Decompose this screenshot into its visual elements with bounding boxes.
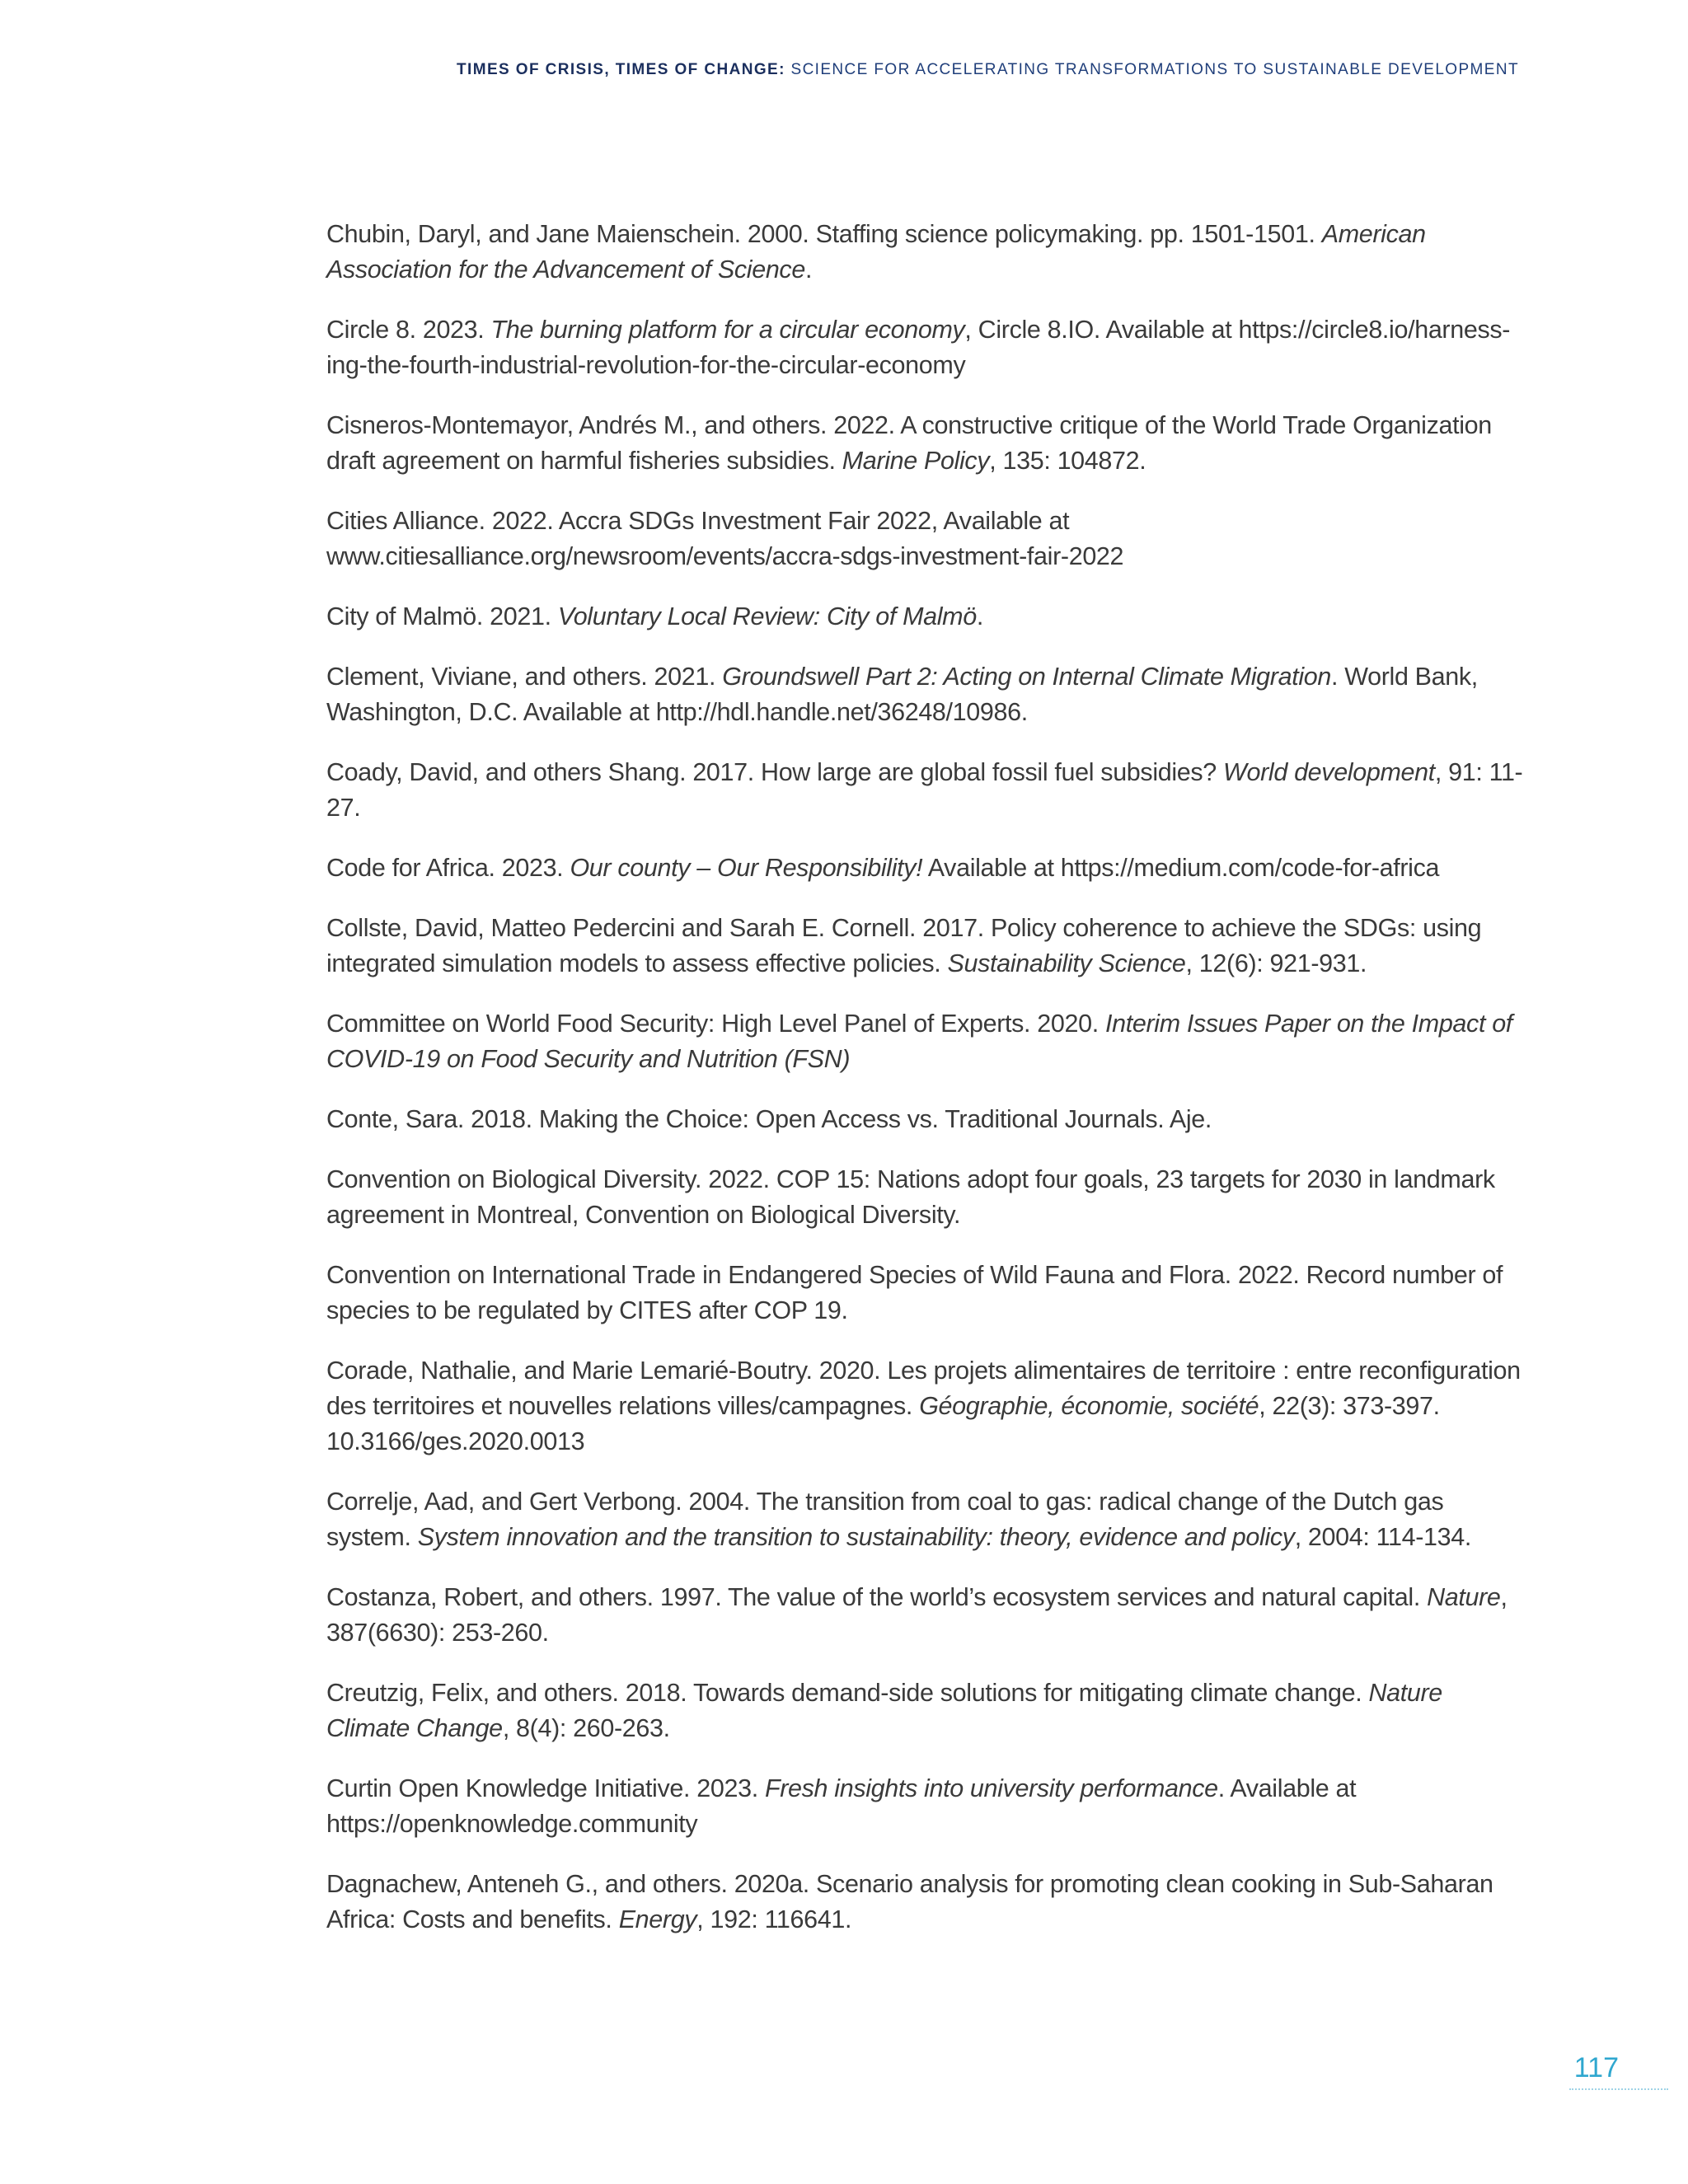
reference-details: , 192: 116641. — [696, 1905, 852, 1933]
reference-details: . Available at https://openknowledge.community — [326, 1774, 1357, 1838]
reference-title: Sustainability Science — [947, 949, 1186, 977]
reference-text: Cisneros-Montemayor, Andrés M., and others. 2022. A constructive critique of the World Trade Organization draft agreement on harmful fisheries subsidies. — [326, 411, 1492, 475]
reference-item — [326, 312, 1530, 383]
reference-title: Marine Policy — [842, 447, 990, 475]
reference-title: Energy — [618, 1905, 697, 1933]
reference-item — [326, 1771, 1530, 1842]
reference-title: Voluntary Local Review: City of Malmö — [557, 602, 977, 630]
reference-details: . — [804, 255, 813, 284]
reference-item — [326, 408, 1530, 479]
reference-item — [326, 1258, 1530, 1329]
reference-item — [326, 599, 1530, 635]
reference-title: Nature Climate Change — [326, 1679, 1442, 1742]
reference-text: Convention on International Trade in Endangered Species of Wild Fauna and Flora. 2022. Record number of species to be regulated by CITES after COP 19. — [326, 1261, 1503, 1324]
reference-list — [326, 217, 1530, 1962]
reference-text: Costanza, Robert, and others. 1997. The value of the world’s ecosystem services and natural capital. — [326, 1583, 1428, 1611]
reference-item — [326, 1580, 1530, 1651]
reference-details: , 8(4): 260-263. — [502, 1714, 670, 1742]
reference-title: Géographie, économie, société — [919, 1392, 1259, 1420]
reference-title: World development — [1223, 758, 1435, 786]
reference-item — [326, 1675, 1530, 1746]
reference-text: Chubin, Daryl, and Jane Maienschein. 2000. Staffing science policymaking. pp. 1501-1501. — [326, 220, 1322, 248]
reference-details: , Circle 8.IO. Available at https://circle8.io/harness-ing-the-fourth-industrial-revolution-for-the-circular-economy — [326, 316, 1511, 379]
reference-text: Dagnachew, Anteneh G., and others. 2020a. Scenario analysis for promoting clean cooking in Sub-Saharan Africa: Costs and benefits. — [326, 1870, 1493, 1933]
reference-item — [326, 1006, 1530, 1077]
reference-item — [326, 1162, 1530, 1233]
page-number: 117 — [1573, 2052, 1619, 2083]
reference-title: Our county – Our Responsibility! — [570, 854, 923, 882]
header-title-bold: TIMES OF CRISIS, TIMES OF CHANGE: — [457, 61, 785, 78]
reference-item — [326, 851, 1530, 886]
reference-text: Committee on World Food Security: High Level Panel of Experts. 2020. — [326, 1010, 1105, 1038]
reference-text: Creutzig, Felix, and others. 2018. Towards demand-side solutions for mitigating climate change. — [326, 1679, 1369, 1707]
reference-title: System innovation and the transition to sustainability: theory, evidence and policy — [417, 1523, 1295, 1551]
reference-item — [326, 1484, 1530, 1555]
reference-text: Cities Alliance. 2022. Accra SDGs Investment Fair 2022, Available at www.citiesalliance.org/newsroom/events/accra-sdgs-investment-fair-2022 — [326, 507, 1124, 570]
reference-item — [326, 1353, 1530, 1460]
header-title-rest: SCIENCE FOR ACCELERATING TRANSFORMATIONS TO SUSTAINABLE DEVELOPMENT — [785, 61, 1519, 78]
reference-text: City of Malmö. 2021. — [326, 602, 558, 630]
reference-title: Interim Issues Paper on the Impact of COVID-19 on Food Security and Nutrition (FSN) — [326, 1010, 1512, 1073]
reference-details: , 91: 11-27. — [326, 758, 1523, 822]
reference-text: Coady, David, and others Shang. 2017. How large are global fossil fuel subsidies? — [326, 758, 1224, 786]
reference-item — [326, 1867, 1530, 1938]
reference-title: Groundswell Part 2: Acting on Internal Climate Migration — [722, 663, 1331, 691]
page-number-rule — [1569, 2088, 1668, 2090]
reference-text: Convention on Biological Diversity. 2022. COP 15: Nations adopt four goals, 23 targets for 2030 in landmark agreement in Montreal, Convention on Biological Diversity. — [326, 1165, 1495, 1229]
reference-text: Correlje, Aad, and Gert Verbong. 2004. The transition from coal to gas: radical change of the Dutch gas system. — [326, 1488, 1444, 1551]
running-header — [457, 61, 1519, 79]
reference-item — [326, 911, 1530, 982]
reference-details: , 12(6): 921-931. — [1185, 949, 1367, 977]
reference-text: Clement, Viviane, and others. 2021. — [326, 663, 723, 691]
reference-details: Available at https://medium.com/code-for-africa — [922, 854, 1440, 882]
reference-details: . World Bank, Washington, D.C. Available at http://hdl.handle.net/36248/10986. — [326, 663, 1478, 726]
reference-text: Curtin Open Knowledge Initiative. 2023. — [326, 1774, 765, 1802]
reference-text: Code for Africa. 2023. — [326, 854, 570, 882]
reference-details: , 22(3): 373-397. 10.3166/ges.2020.0013 — [326, 1392, 1440, 1455]
reference-title: The burning platform for a circular economy — [490, 316, 965, 344]
reference-item — [326, 659, 1530, 730]
reference-item — [326, 217, 1530, 288]
reference-title: Nature — [1427, 1583, 1501, 1611]
reference-title: American Association for the Advancement of Science — [326, 220, 1426, 284]
reference-details: . — [976, 602, 983, 630]
reference-text: Collste, David, Matteo Pedercini and Sarah E. Cornell. 2017. Policy coherence to achieve the SDGs: using integrated simulation models to assess effective policies. — [326, 914, 1482, 977]
reference-text: Corade, Nathalie, and Marie Lemarié-Boutry. 2020. Les projets alimentaires de territoire : entre reconfiguration des territoires et nouvelles relations villes/campagnes. — [326, 1357, 1521, 1420]
reference-details: , 2004: 114-134. — [1294, 1523, 1471, 1551]
reference-item — [326, 755, 1530, 826]
reference-item — [326, 1102, 1530, 1137]
reference-item — [326, 504, 1530, 574]
reference-title: Fresh insights into university performance — [764, 1774, 1218, 1802]
reference-details: , 135: 104872. — [989, 447, 1146, 475]
reference-text: Circle 8. 2023. — [326, 316, 491, 344]
reference-details: , 387(6630): 253-260. — [326, 1583, 1507, 1647]
reference-text: Conte, Sara. 2018. Making the Choice: Open Access vs. Traditional Journals. Aje. — [326, 1105, 1212, 1133]
